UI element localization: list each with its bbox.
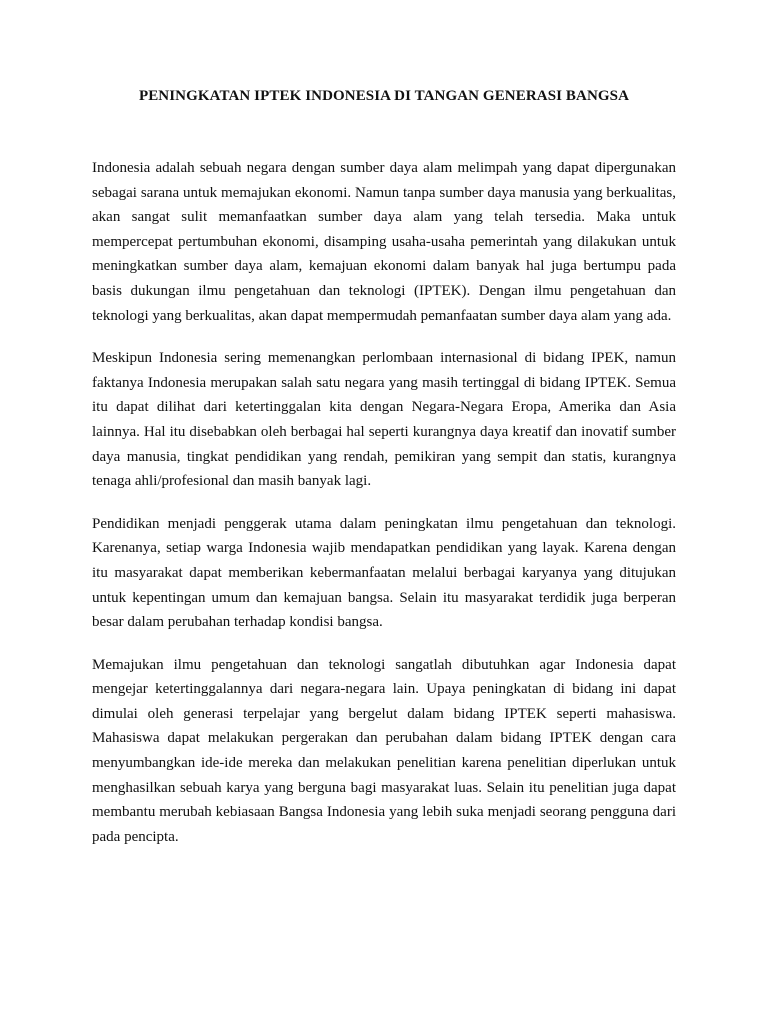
document-title: PENINGKATAN IPTEK INDONESIA DI TANGAN GENERASI BANGSA [138, 88, 630, 104]
paragraph-2: Meskipun Indonesia sering memenangkan perlombaan internasional di bidang IPEK, namun faktanya Indonesia merupakan salah satu negara yang masih tertinggal di bidang IPTEK. Semua itu dapat dilihat dari ketertinggalan kita dengan Negara-Negara Eropa, Amerika dan Asia lainnya. Hal itu disebabkan oleh berbagai hal seperti kurangnya daya kreatif dan inovatif sumber daya manusia, tingkat pendidikan yang rendah, pemikiran yang sempit dan statis, kurangnya tenaga ahli/profesional dan masih banyak lagi. [92, 350, 676, 490]
paragraph-4: Memajukan ilmu pengetahuan dan teknologi sangatlah dibutuhkan agar Indonesia dapat mengejar ketertinggalannya dari negara-negara lain. Upaya peningkatan di bidang ini dapat dimulai oleh generasi terpelajar yang bergelut dalam bidang IPTEK seperti mahasiswa. Mahasiswa dapat melakukan pergerakan dan perubahan dalam bidang IPTEK dengan cara menyumbangkan ide-ide mereka dan melakukan penelitian karena penelitian diperlukan untuk menghasilkan sebuah karya yang berguna bagi masyarakat luas. Selain itu penelitian juga dapat membantu merubah kebiasaan Bangsa Indonesia yang lebih suka menjadi seorang pengguna dari pada pencipta. [92, 656, 676, 845]
paragraph-1: Indonesia adalah sebuah negara dengan sumber daya alam melimpah yang dapat dipergunakan sebagai sarana untuk memajukan ekonomi. Namun tanpa sumber daya manusia yang berkualitas, akan sangat sulit memanfaatkan sumber daya alam yang telah tersedia. Maka untuk mempercepat pertumbuhan ekonomi, disamping usaha-usaha pemerintah yang dilakukan untuk meningkatkan sumber daya alam, kemajuan ekonomi dalam banyak hal juga bertumpu pada basis dukungan ilmu pengetahuan dan teknologi (IPTEK). Dengan ilmu pengetahuan dan teknologi yang berkualitas, akan dapat mempermudah pemanfaatan sumber daya alam yang ada. [92, 160, 676, 324]
paragraph-3: Pendidikan menjadi penggerak utama dalam peningkatan ilmu pengetahuan dan teknologi. Karenanya, setiap warga Indonesia wajib mendapatkan pendidikan yang layak. Karena dengan itu masyarakat dapat memberikan kebermanfaatan melalui berbagai karyanya yang ditujukan untuk kepentingan umum dan kemajuan bangsa. Selain itu masyarakat terdidik juga berperan besar dalam perubahan terhadap kondisi bangsa. [92, 515, 676, 631]
document-body [92, 156, 676, 867]
